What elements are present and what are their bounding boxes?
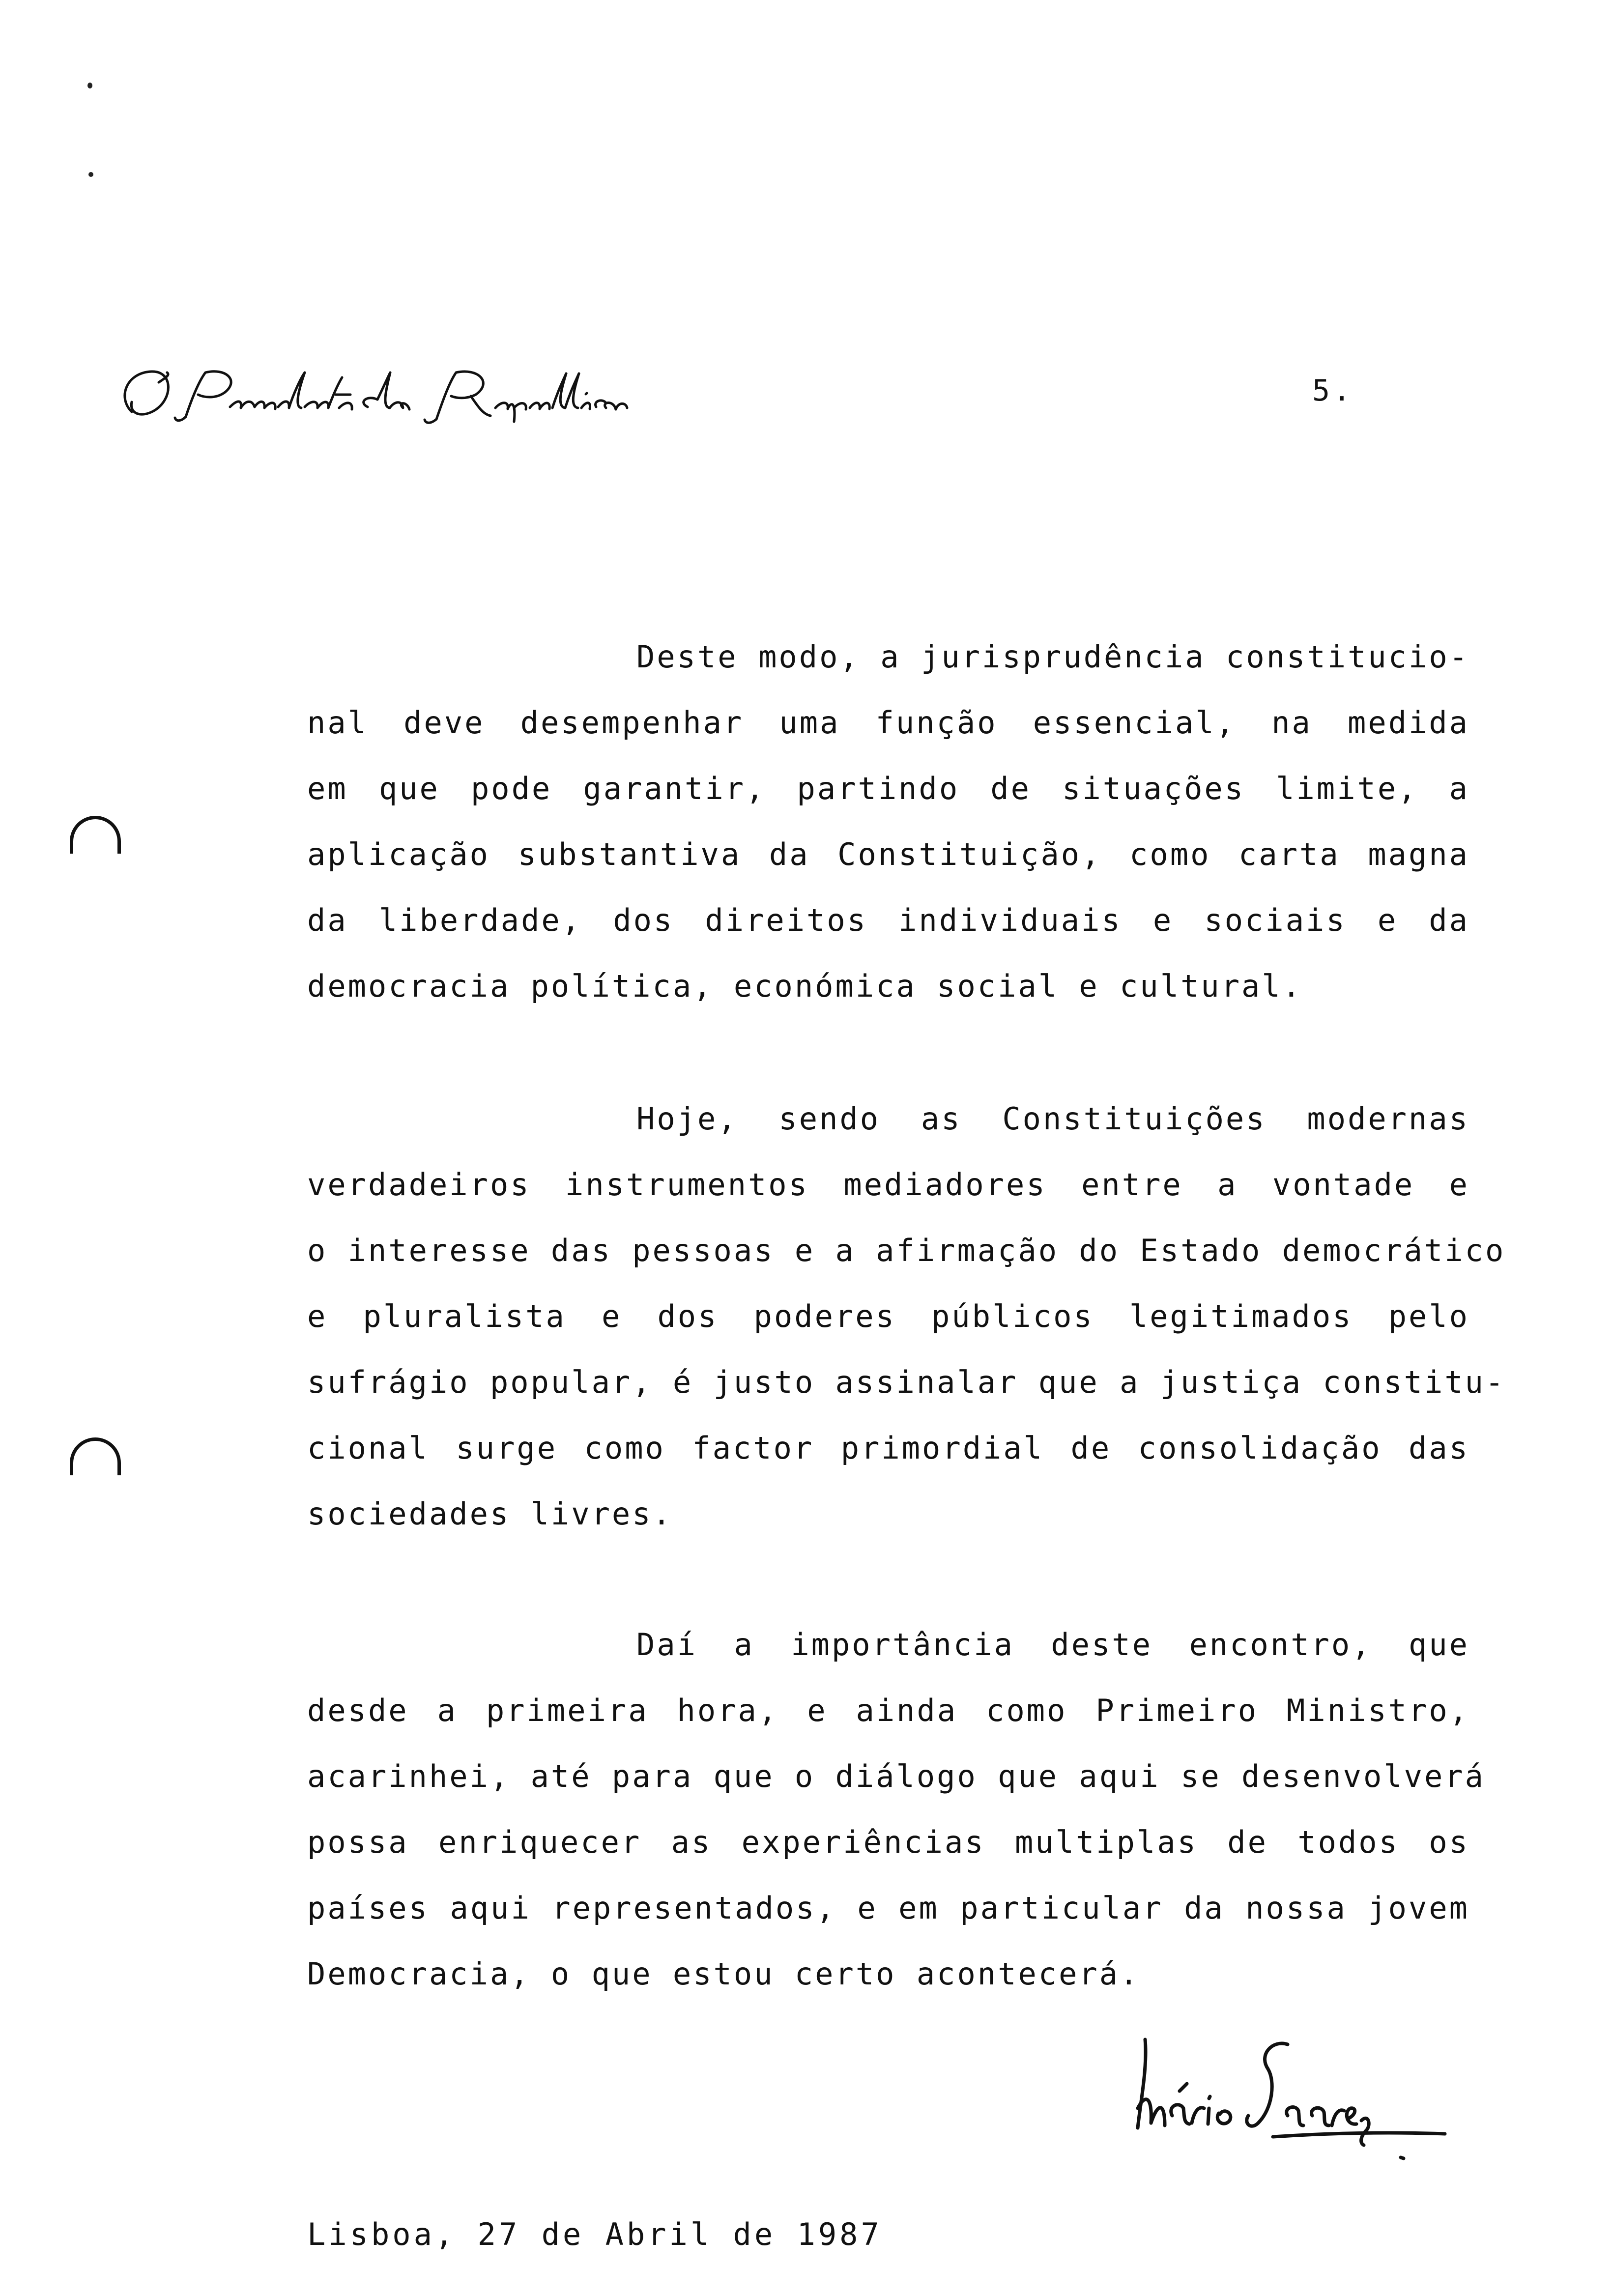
punch-hole-mark <box>70 816 121 854</box>
text-line: Hoje, sendo as Constituições modernas <box>636 1101 1469 1137</box>
paragraph-3 <box>307 1612 1485 2007</box>
scan-speck <box>87 83 92 88</box>
paragraph-1 <box>307 624 1469 1019</box>
text-line: da liberdade, dos direitos individuais e sociais e da <box>307 902 1469 938</box>
text-line: cional surge como factor primordial de consolidação das <box>307 1430 1469 1466</box>
letterhead <box>112 353 692 436</box>
signature <box>1125 2010 1450 2167</box>
text-line: países aqui representados, e em particular da nossa jovem <box>307 1890 1469 1926</box>
text-line: acarinhei, até para que o diálogo que aqui se desenvolverá <box>307 1758 1485 1794</box>
text-line: sociedades livres. <box>307 1496 673 1532</box>
text-line: Deste modo, a jurisprudência constitucio- <box>636 639 1469 675</box>
punch-hole-mark <box>70 1437 121 1475</box>
text-line: nal deve desempenhar uma função essencial, na medida <box>307 705 1469 741</box>
paragraph-2 <box>307 1086 1506 1547</box>
text-line: o interesse das pessoas e a afirmação do Estado democrático <box>307 1233 1506 1268</box>
text-line: e pluralista e dos poderes públicos legitimados pelo <box>307 1298 1469 1334</box>
text-line: Democracia, o que estou certo acontecerá. <box>307 1956 1140 1992</box>
text-line: Daí a importância deste encontro, que <box>636 1627 1469 1663</box>
text-line: democracia política, económica social e cultural. <box>307 968 1303 1004</box>
letterhead-script-graphic <box>112 353 692 436</box>
text-line: aplicação substantiva da Constituição, como carta magna <box>307 836 1469 872</box>
page-number: 5. <box>1312 373 1354 408</box>
place-and-date: Lisboa, 27 de Abril de 1987 <box>307 2216 882 2252</box>
signature-graphic <box>1125 2010 1450 2167</box>
scan-speck <box>88 172 93 177</box>
text-line: possa enriquecer as experiências multiplas de todos os <box>307 1824 1469 1860</box>
text-line: em que pode garantir, partindo de situações limite, a <box>307 771 1469 806</box>
text-line: desde a primeira hora, e ainda como Primeiro Ministro, <box>307 1693 1469 1728</box>
text-line: verdadeiros instrumentos mediadores entre a vontade e <box>307 1167 1469 1203</box>
text-line: sufrágio popular, é justo assinalar que a justiça constitu- <box>307 1364 1506 1400</box>
